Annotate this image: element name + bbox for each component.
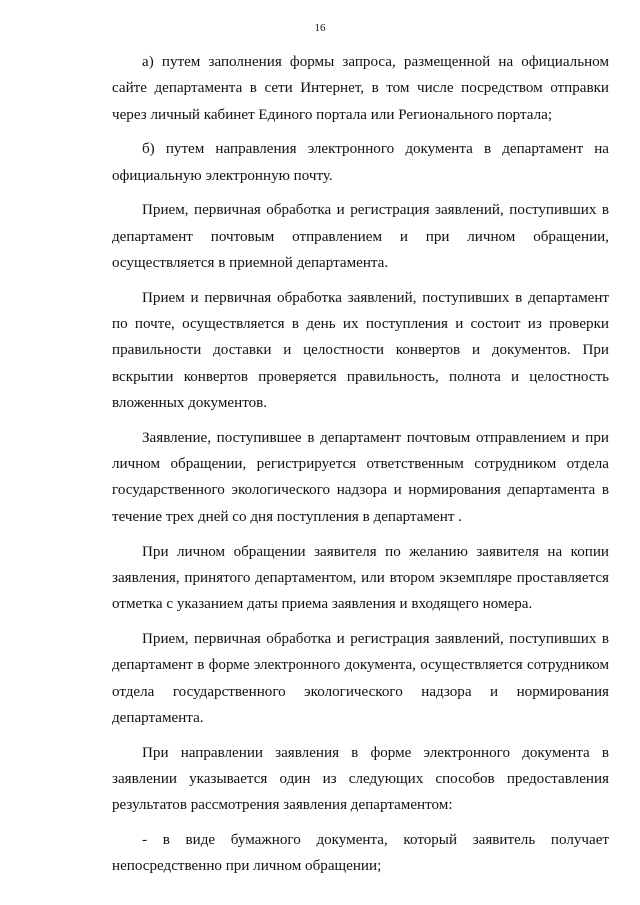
page-number: 16 [314,22,326,34]
paragraph-electronic-methods: При направлении заявления в форме электронного документа в заявлении указывается один из следующих способов предоставления результатов рассмотрения заявления департаментом: [112,744,609,814]
paragraph-personal-visit: При личном обращении заявителя по желанию заявителя на копии заявления, принятого департаментом, или втором экземпляре проставляется отметка с указанием даты приема заявления и входящего номера. [112,543,609,613]
paragraph-reception: Прием, первичная обработка и регистрация заявлений, поступивших в департамент почтовым отправлением и при личном обращении, осуществляется в приемной департамента. [112,202,609,272]
paragraph-electronic-reception: Прием, первичная обработка и регистрация заявлений, поступивших в департамент в форме электронного документа, осуществляется сотрудником отдела государственного экологического надзора и нормирования департамента. [112,630,609,726]
paragraph-mail-processing: Прием и первичная обработка заявлений, поступивших в департамент по почте, осуществляется в день их поступления и состоит из проверки правильности доставки и целостности конвертов и документов. При вскрытии конвертов проверяется правильность, полнота и целостность вложенных документов. [112,289,609,412]
document-body [112,49,609,888]
paragraph-paper-document: - в виде бумажного документа, который заявитель получает непосредственно при личном обращении; [112,832,609,875]
paragraph-item-b: б) путем направления электронного документа в департамент на официальную электронную почту. [112,141,609,184]
paragraph-registration: Заявление, поступившее в департамент почтовым отправлением и при личном обращении, регистрируется ответственным сотрудником отдела государственного экологического надзора и нормирования департамента в течение трех дней со дня поступления в департамент . [112,429,609,525]
paragraph-item-a: а) путем заполнения формы запроса, размещенной на официальном сайте департамента в сети Интернет, в том числе посредством отправки через личный кабинет Единого портала или Регионального портала; [112,54,609,123]
